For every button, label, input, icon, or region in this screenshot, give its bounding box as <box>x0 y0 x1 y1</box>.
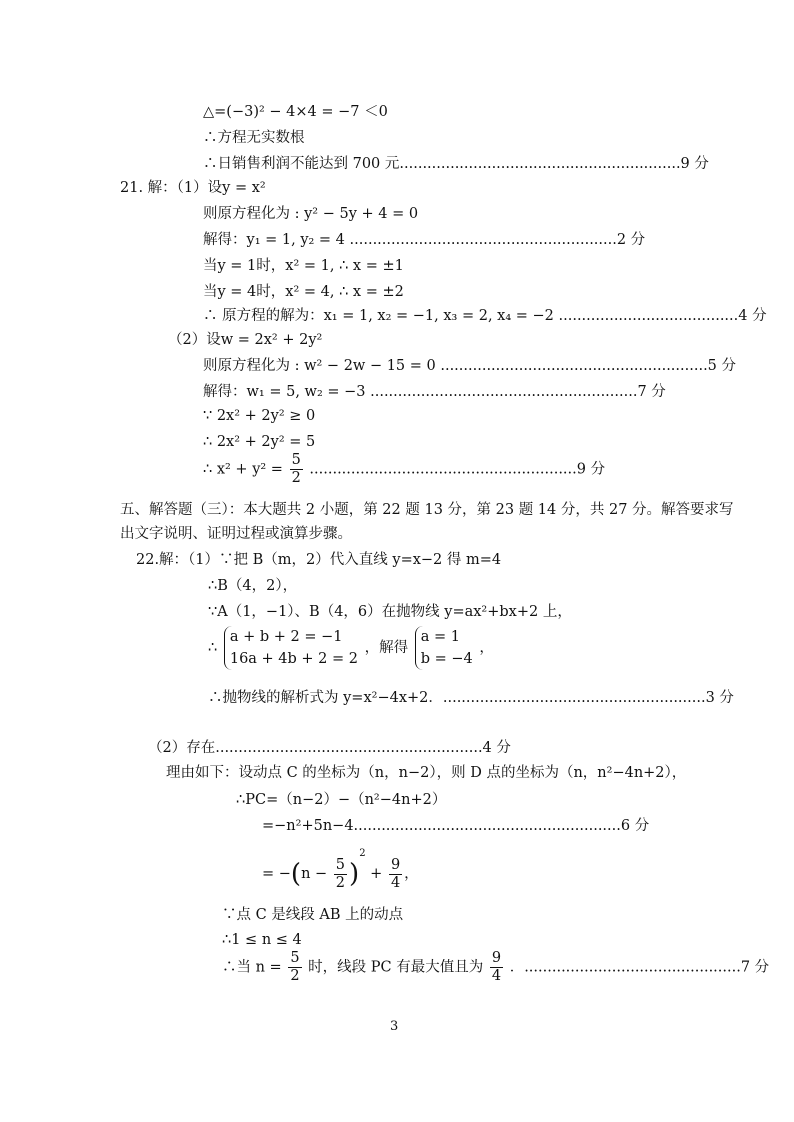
discriminant-line: △=(−3)² − 4×4 = −7 ＜0 <box>203 104 388 120</box>
q21-transformed-equation: 则原方程化为 : y² − 5y + 4 = 0 <box>203 206 419 222</box>
q22-max-value-line <box>222 950 769 985</box>
section-five-heading-cont: 出文字说明、证明过程或演算步骤。 <box>120 526 352 542</box>
q21-because-nonneg: ∵ 2x² + 2y² ≥ 0 <box>203 408 316 424</box>
q21-part2-equation: 则原方程化为 : w² − 2w − 15 = 0 ..........................................................5 分 <box>203 358 737 374</box>
max-value-text: 时，线段 PC 有最大值且为 <box>308 959 484 976</box>
solution-b: b = −4 <box>420 651 473 667</box>
fraction-denominator: 2 <box>290 968 300 984</box>
q21-final-prefix: ∴ x² + y² = <box>203 461 283 478</box>
score-suffix: ．...............................................7 分 <box>509 959 770 976</box>
q22-point-c-on-segment: ∵点 C 是线段 AB 上的动点 <box>222 907 404 923</box>
system-eq1: a + b + 2 = −1 <box>229 629 343 645</box>
fraction-denominator: 4 <box>491 968 502 984</box>
fraction-denominator: 2 <box>291 470 301 486</box>
fraction-denominator: 2 <box>335 874 346 891</box>
solution-system <box>415 626 473 670</box>
paren-content: n − <box>301 866 328 882</box>
q21-final-suffix: ..........................................................9 分 <box>309 461 606 478</box>
comma: ， <box>479 640 494 656</box>
fraction-numerator: 9 <box>491 950 502 966</box>
q21-solutions-y: 解得：y₁ = 1, y₂ = 4 ..........................................................2 分 <box>203 232 646 248</box>
therefore-symbol: ∴ <box>208 640 218 656</box>
page-number: 3 <box>390 1019 399 1034</box>
q21-part2-solutions: 解得：w₁ = 5, w₂ = −3 ..........................................................7 分 <box>203 384 666 400</box>
fraction-numerator: 9 <box>390 856 401 873</box>
equals-minus: = − <box>262 866 291 882</box>
q22-part1-header: 22.解：（1）∵把 B（m，2）代入直线 y=x−2 得 m=4 <box>136 552 502 568</box>
q22-points-on-parabola: ∵A（1，−1）、B（4，6）在抛物线 y=ax²+bx+2 上， <box>208 604 572 620</box>
section-five-heading: 五、解答题（三）：本大题共 2 小题，第 22 题 13 分，第 23 题 14 分，共 27 分。解答要求写 <box>120 502 734 518</box>
fraction-5-2 <box>290 452 303 487</box>
q21-final-solutions: ∴ 原方程的解为：x₁ = 1, x₂ = −1, x₃ = 2, x₄ = −2 .......................................4 分 <box>203 308 767 324</box>
fraction-5-2 <box>288 950 301 985</box>
q21-therefore-eq5: ∴ 2x² + 2y² = 5 <box>203 434 316 450</box>
q21-part1-header: 21. 解：（1）设y = x² <box>120 180 266 196</box>
comma: ， <box>404 866 419 882</box>
q22-reason-line: 理由如下：设动点 C 的坐标为（n，n−2），则 D 点的坐标为（n，n²−4n+2）， <box>166 765 687 781</box>
fraction-denominator: 4 <box>390 874 401 891</box>
fraction-numerator: 5 <box>291 452 301 468</box>
right-paren: ) <box>349 859 360 889</box>
q22-pc-expression: ∴PC=（n−2）−（n²−4n+2） <box>236 792 447 808</box>
q22-pc-simplified: =−n²+5n−4..........................................................6 分 <box>262 818 650 834</box>
q21-final-fraction-line <box>203 452 605 487</box>
q22-system-line <box>208 626 494 670</box>
q21-part2-header: （2）设w = 2x² + 2y² <box>168 332 323 348</box>
q22-part2-exists: （2）存在..........................................................4 分 <box>148 740 511 756</box>
q22-point-b: ∴B（4，2）， <box>208 578 298 594</box>
profit-conclusion-line: ∴日销售利润不能达到 700 元.............................................................9 分 <box>203 156 709 172</box>
q21-case-y1: 当y = 1时，x² = 1, ∴ x = ±1 <box>203 258 404 274</box>
fraction-numerator: 5 <box>290 950 300 966</box>
system-eq2: 16a + 4b + 2 = 2 <box>229 651 359 667</box>
q22-parabola-expression: ∴抛物线的解析式为 y=x²−4x+2．.........................................................3 分 <box>208 690 734 706</box>
q21-case-y4: 当y = 4时，x² = 4, ∴ x = ±2 <box>203 284 404 300</box>
fraction-numerator: 5 <box>335 856 346 873</box>
plus-sign: + <box>370 866 383 882</box>
solution-a: a = 1 <box>420 629 460 645</box>
fraction-5-2 <box>334 857 347 892</box>
q22-n-range: ∴1 ≤ n ≤ 4 <box>222 932 302 948</box>
when-n-equals: ∴当 n = <box>222 959 282 976</box>
left-paren: ( <box>290 859 302 889</box>
fraction-9-4 <box>490 950 503 985</box>
square-exponent: 2 <box>359 848 366 859</box>
no-real-roots-line: ∴方程无实数根 <box>203 130 305 146</box>
solved-label: ，解得 <box>364 640 409 656</box>
q22-pc-vertex-form <box>262 844 419 892</box>
equation-system <box>224 626 358 670</box>
fraction-9-4 <box>389 857 402 892</box>
